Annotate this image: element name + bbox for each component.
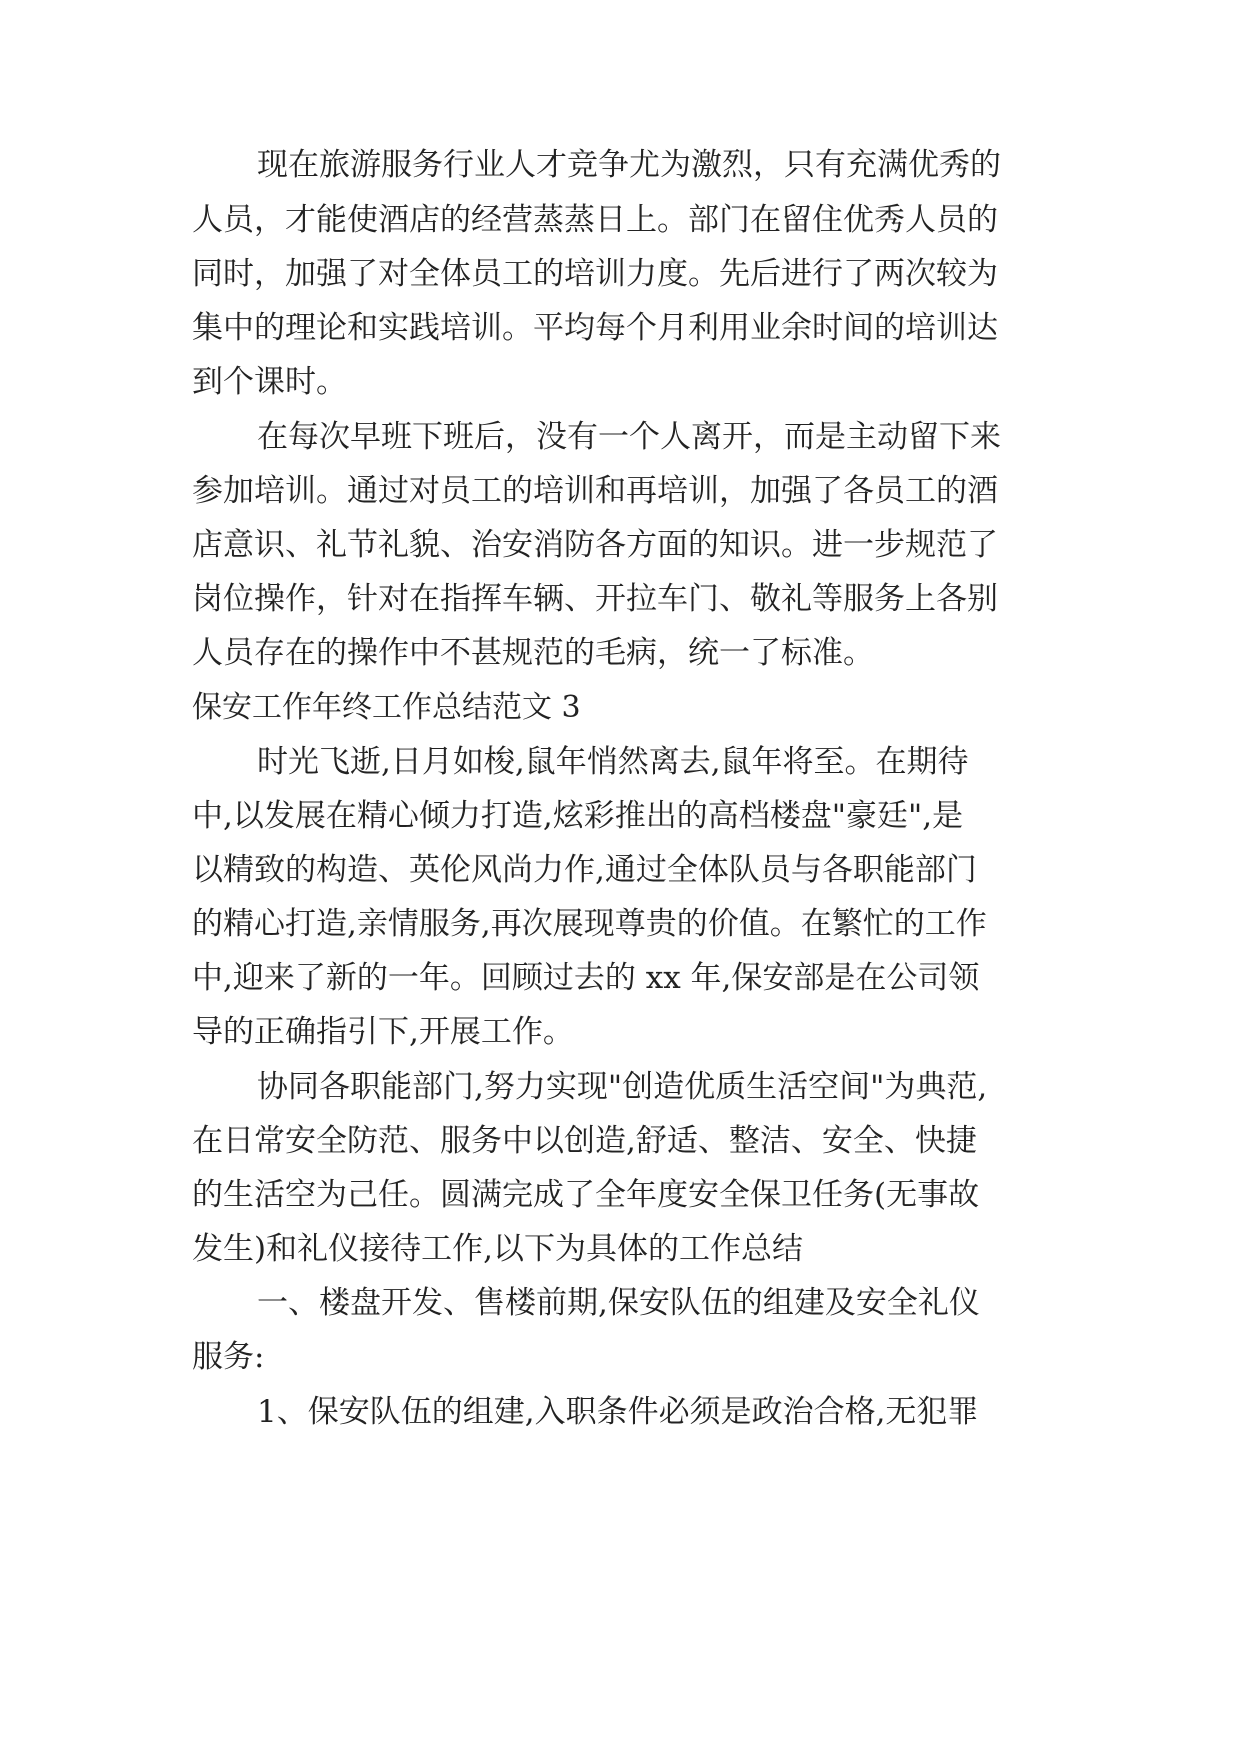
paragraph-5-line-1: 一、楼盘开发、售楼前期,保安队伍的组建及安全礼仪 [257,1285,980,1321]
paragraph-1-line-1: 现在旅游服务行业人才竞争尤为激烈，只有充满优秀的 [257,147,1001,183]
paragraph-4-line-3: 的生活空为己任。圆满完成了全年度安全保卫任务(无事故 [192,1177,980,1213]
paragraph-6-line-1: 1、保安队伍的组建,入职条件必须是政治合格,无犯罪 [257,1394,979,1430]
paragraph-3-line-5: 中,迎来了新的一年。回顾过去的 xx 年,保安部是在公司领 [192,960,980,996]
paragraph-4-line-1: 协同各职能部门,努力实现"创造优质生活空间"为典范, [257,1069,988,1105]
paragraph-2-line-3: 店意识、礼节礼貌、治安消防各方面的知识。进一步规范了 [192,527,998,563]
paragraph-2-line-4: 岗位操作，针对在指挥车辆、开拉车门、敬礼等服务上各别 [192,581,998,617]
paragraph-4-line-2: 在日常安全防范、服务中以创造,舒适、整洁、安全、快捷 [192,1123,977,1159]
paragraph-2-line-2: 参加培训。通过对员工的培训和再培训，加强了各员工的酒 [192,473,998,509]
paragraph-3-line-4: 的精心打造,亲情服务,再次展现尊贵的价值。在繁忙的工作 [192,906,987,942]
paragraph-3-line-2: 中,以发展在精心倾力打造,炫彩推出的高档楼盘"豪廷",是 [192,798,964,834]
paragraph-5-line-2: 服务: [192,1339,265,1375]
paragraph-3-line-1: 时光飞逝,日月如梭,鼠年悄然离去,鼠年将至。在期待 [257,744,969,780]
paragraph-3-line-6: 导的正确指引下,开展工作。 [192,1014,574,1050]
paragraph-2-line-1: 在每次早班下班后，没有一个人离开，而是主动留下来 [257,419,1001,455]
paragraph-1-line-5: 到个课时。 [192,364,347,400]
paragraph-4-line-4: 发生)和礼仪接待工作,以下为具体的工作总结 [192,1231,803,1267]
paragraph-1-line-4: 集中的理论和实践培训。平均每个月利用业余时间的培训达 [192,310,998,346]
paragraph-1-line-2: 人员，才能使酒店的经营蒸蒸日上。部门在留住优秀人员的 [192,202,998,238]
paragraph-2-line-5: 人员存在的操作中不甚规范的毛病，统一了标准。 [192,635,874,671]
paragraph-1-line-3: 同时，加强了对全体员工的培训力度。先后进行了两次较为 [192,256,998,292]
paragraph-3-line-3: 以精致的构造、英伦风尚力作,通过全体队员与各职能部门 [192,852,977,888]
section-heading: 保安工作年终工作总结范文 3 [192,690,581,725]
